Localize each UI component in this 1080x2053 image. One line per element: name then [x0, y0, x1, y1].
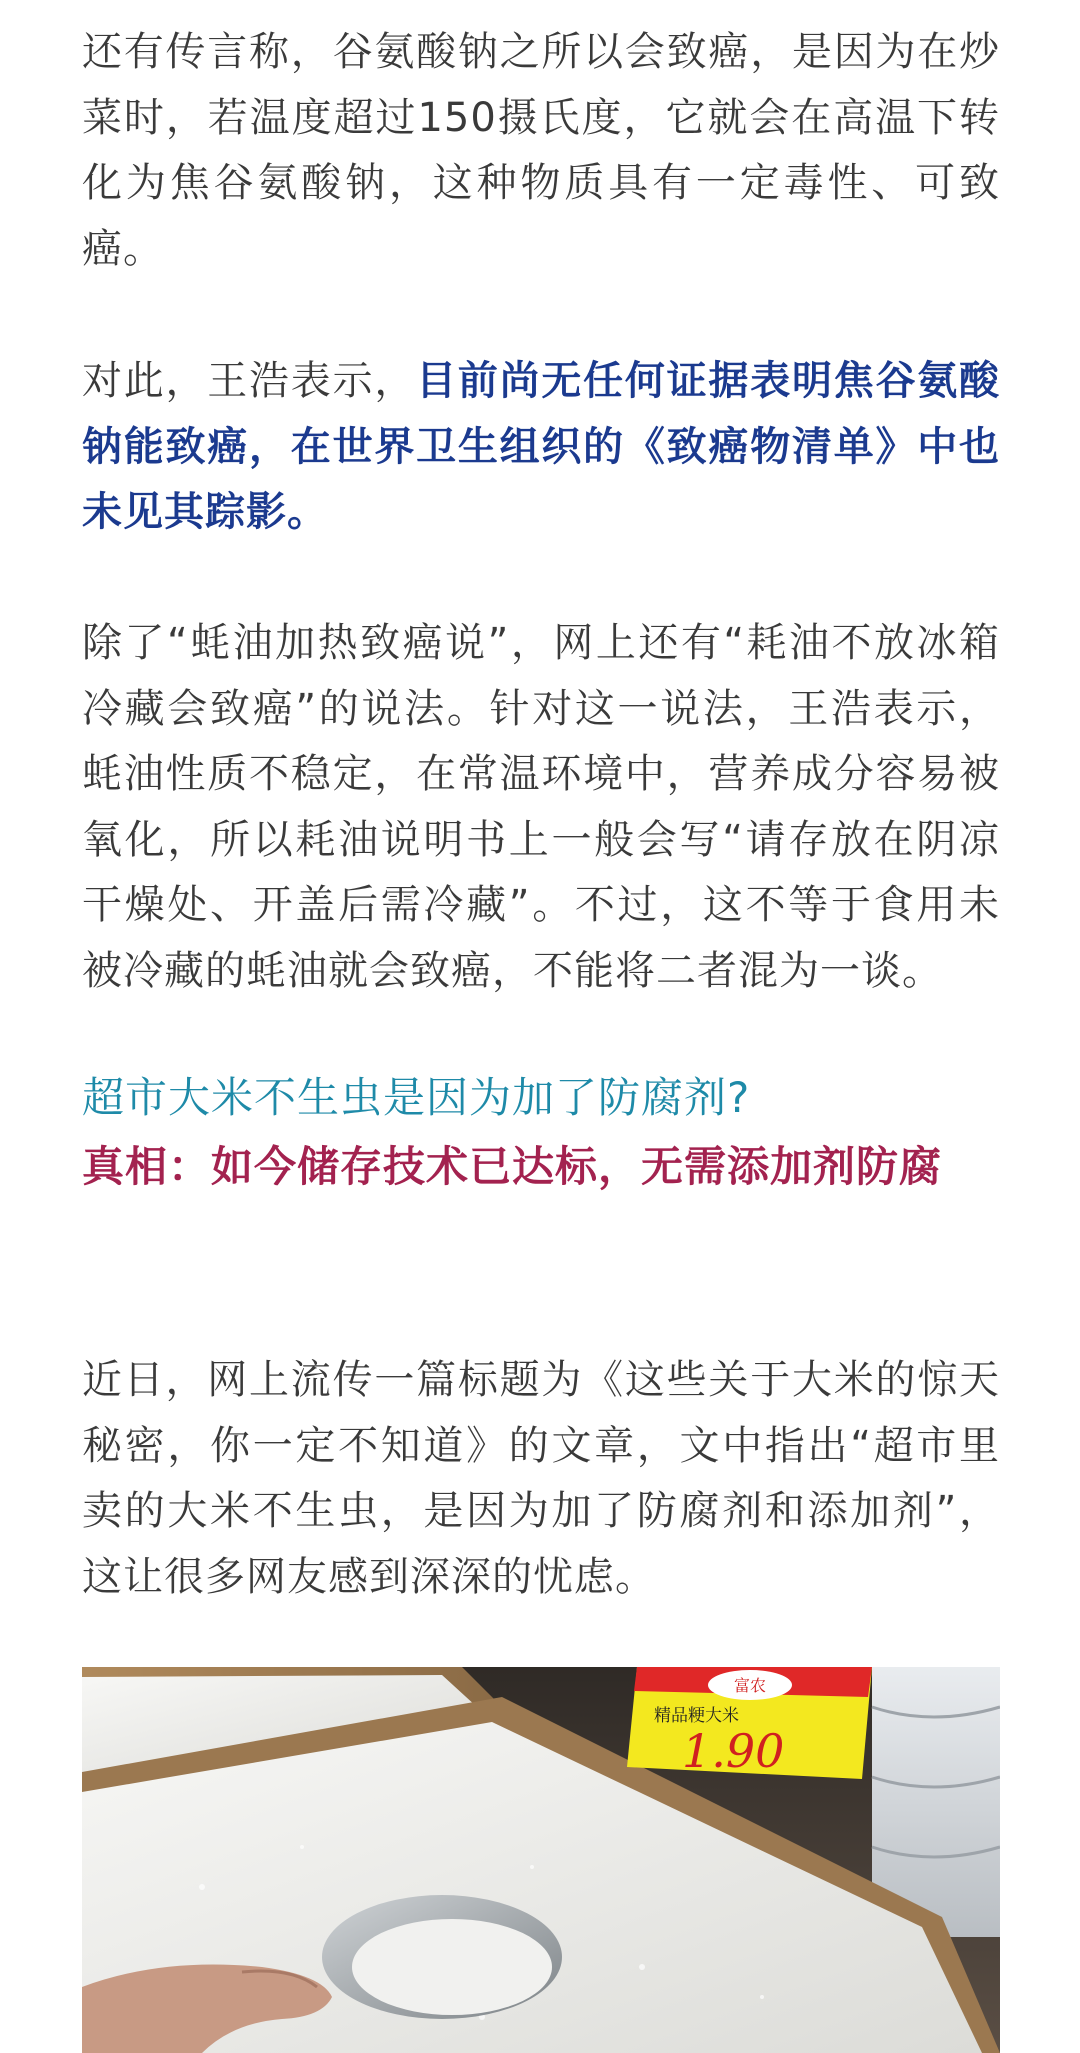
rice-photo	[82, 1667, 1000, 2053]
paragraph-rice-rumor: 近日，网上流传一篇标题为《这些关于大米的惊天秘密，你一定不知道》的文章，文中指出“超市里卖的大米不生虫，是因为加了防腐剂和添加剂”，这让很多网友感到深深的忧虑。	[82, 1357, 1000, 1600]
paragraph-lead-text: 对此，王浩表示，	[82, 358, 417, 404]
price-sign-product: 精品粳大米	[654, 1706, 739, 1726]
paragraph-glutamate-claim: 还有传言称，谷氨酸钠之所以会致癌，是因为在炒菜时，若温度超过150摄氏度，它就会在高温下转化为焦谷氨酸钠，这种物质具有一定毒性、可致癌。	[82, 29, 1000, 272]
section-heading	[82, 1065, 1000, 1203]
section-answer: 真相：如今储存技术已达标，无需添加剂防腐	[82, 1142, 943, 1191]
price-sign-price: 1.90	[682, 1724, 785, 1778]
rice-photo-illustration	[82, 1667, 1000, 2053]
emphasized-statement: 目前尚无任何证据表明焦谷氨酸钠能致癌，在世界卫生组织的《致癌物清单》中也未见其踪影。	[82, 358, 1001, 535]
paragraph-expert-response	[82, 349, 1000, 546]
paragraph-oyster-sauce: 除了“蚝油加热致癌说”，网上还有“耗油不放冰箱冷藏会致癌”的说法。针对这一说法，王浩表示，蚝油性质不稳定，在常温环境中，营养成分容易被氧化，所以耗油说明书上一般会写“请存放在阴凉干燥处、开盖后需冷藏”。不过，这不等于食用未被冷藏的蚝油就会致癌，不能将二者混为一谈。	[82, 620, 1000, 994]
section-question: 超市大米不生虫是因为加了防腐剂?	[82, 1073, 751, 1122]
price-sign-brand: 富农	[733, 1676, 767, 1695]
price-sign	[627, 1667, 872, 1779]
